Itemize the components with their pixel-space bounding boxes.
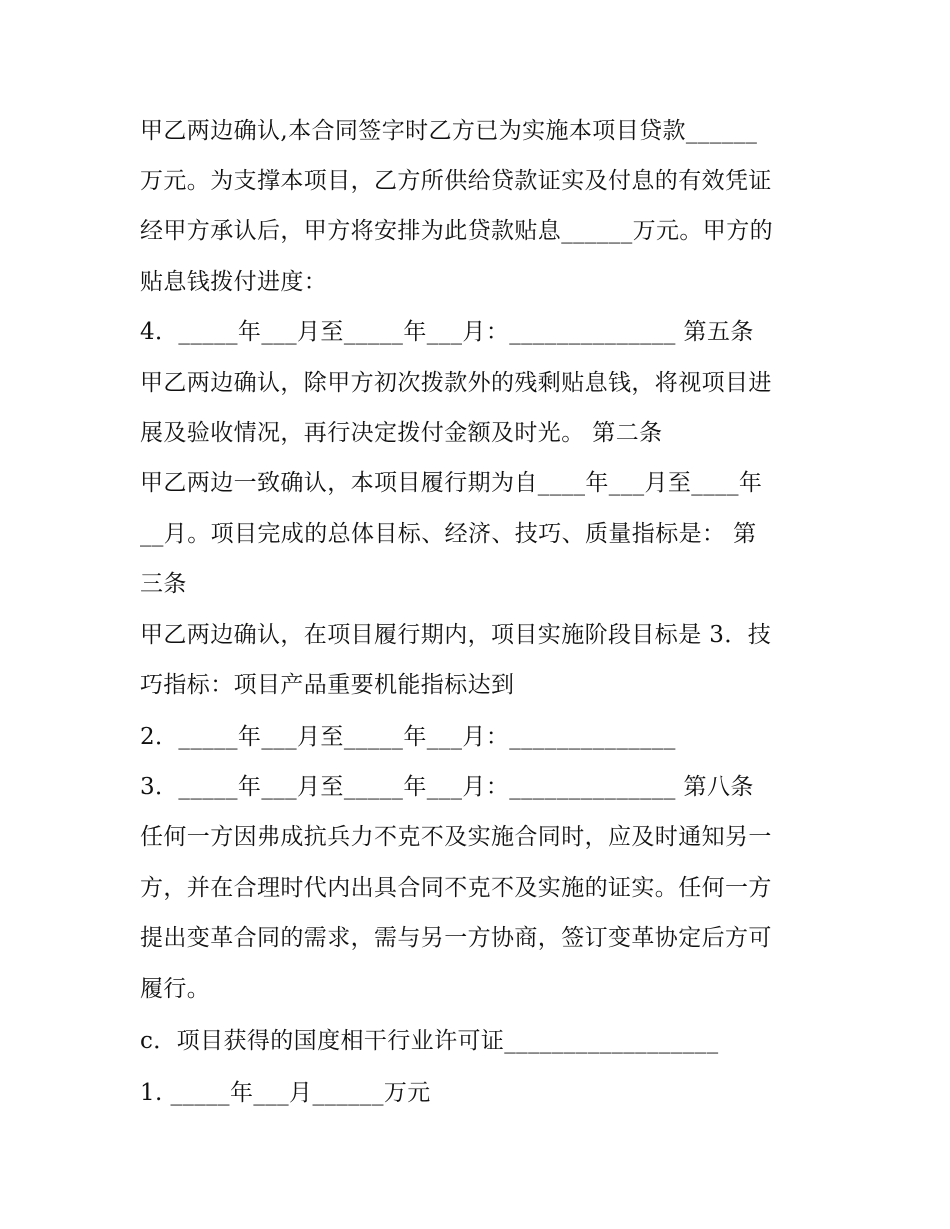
text-line: 方，并在合理时代内出具合同不克不及实施的证实。任何一方 (140, 875, 772, 901)
text-line: 经甲方承认后，甲方将安排为此贷款贴息______万元。甲方的 (140, 218, 773, 244)
text-line: 甲乙两边确认，除甲方初次拨款外的残剩贴息钱，将视项目进 (140, 370, 772, 396)
text-line: 巧指标：项目产品重要机能指标达到 (140, 672, 515, 698)
text-line: 展及验收情况，再行决定拨付金额及时光。 第二条 (140, 420, 663, 446)
text-line: 甲乙两边一致确认，本项目履行期为自____年___月至____年 (140, 470, 763, 496)
text-line: __月。项目完成的总体目标、经济、技巧、质量指标是： 第 (140, 521, 757, 547)
text-line: 任何一方因弗成抗兵力不克不及实施合同时，应及时通知另一 (140, 824, 772, 850)
text-line: 3．_____年___月至_____年___月：______________ 第八条 (140, 774, 754, 800)
text-line: 4．_____年___月至_____年___月：______________ 第五条 (140, 319, 754, 345)
text-line: 甲乙两边确认，在项目履行期内，项目实施阶段目标是 3．技 (140, 622, 772, 648)
text-line: 贴息钱拨付进度： (140, 269, 328, 295)
text-line: 1. _____年___月______万元 (140, 1080, 431, 1106)
text-line: 2．_____年___月至_____年___月：______________ (140, 724, 676, 750)
text-line: c．项目获得的国度相干行业许可证__________________ (140, 1028, 719, 1054)
text-line: 甲乙两边确认,本合同签字时乙方已为实施本项目贷款______ (140, 118, 758, 144)
text-line: 履行。 (140, 976, 211, 1002)
text-line: 三条 (140, 571, 187, 597)
text-line: 万元。为支撑本项目，乙方所供给贷款证实及付息的有效凭证 (140, 168, 772, 194)
text-line: 提出变革合同的需求，需与另一方协商，签订变革协定后方可 (140, 925, 772, 951)
